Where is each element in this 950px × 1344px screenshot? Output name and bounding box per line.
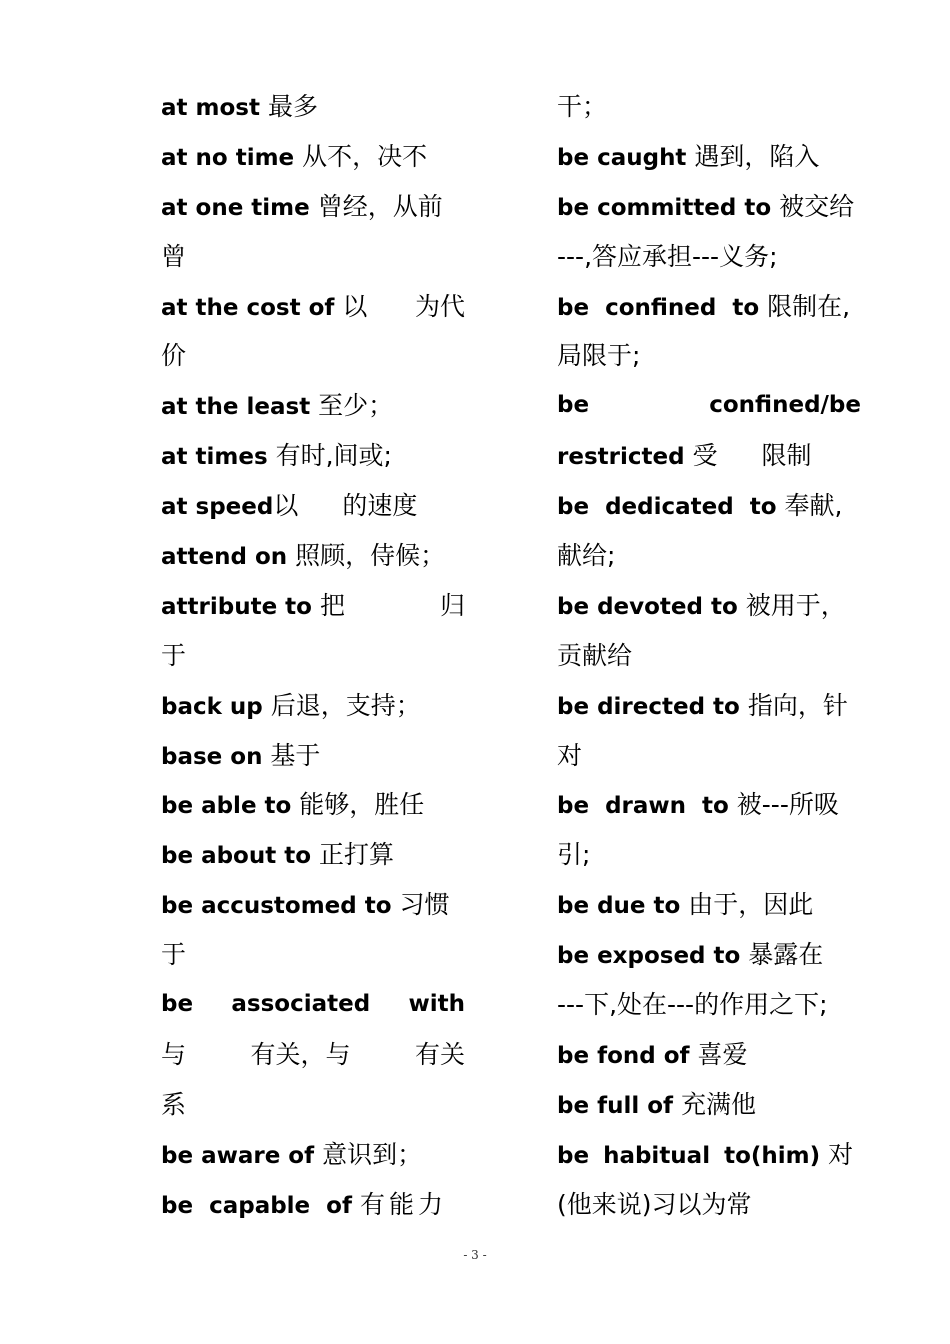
entry-continuation — [557, 331, 861, 381]
phrase-en: attribute to — [161, 593, 312, 620]
entry-line — [161, 531, 465, 581]
entry-line — [161, 431, 465, 481]
entry-line — [161, 381, 465, 431]
phrase-zh: 的速度 — [342, 491, 418, 521]
phrase-zh-cont: 于 — [161, 640, 187, 670]
entry-line — [161, 481, 465, 531]
phrase-en: at speed — [161, 494, 274, 521]
phrase-zh: 最多 — [267, 92, 318, 121]
entry-line — [161, 581, 465, 631]
phrase-zh: 限制 — [761, 441, 812, 471]
phrase-zh: 遇到，陷入 — [694, 141, 820, 171]
entry-line — [557, 282, 861, 332]
entry-line — [557, 880, 861, 930]
phrase-en: be confined to — [557, 294, 760, 321]
phrase-zh: 被交给 — [779, 191, 855, 221]
entry-continuation — [557, 1180, 861, 1230]
phrase-en: be capable of — [161, 1192, 352, 1219]
phrase-en: be caught — [557, 144, 687, 171]
phrase-zh-cont: 引; — [557, 840, 591, 870]
phrase-zh: 从不，决不 — [302, 141, 428, 171]
entry-line — [161, 1130, 465, 1180]
phrase-en: be about to — [161, 843, 312, 870]
entry-line — [557, 1030, 861, 1080]
entry-continuation — [557, 531, 861, 581]
entry-continuation — [161, 232, 465, 282]
entry-line — [161, 132, 465, 182]
entry-continuation — [557, 830, 861, 880]
phrase-zh: 奉献, — [784, 491, 843, 521]
entry-line — [557, 1080, 861, 1130]
phrase-zh-cont: ---下,处在---的作用之下; — [557, 990, 828, 1020]
entry-line — [161, 282, 465, 332]
phrase-zh: 指向，针 — [747, 690, 848, 720]
entry-line — [557, 132, 861, 182]
phrase-zh-cont: 系 — [161, 1089, 187, 1119]
entry-line — [557, 780, 861, 830]
phrase-zh-cont: (他来说)习以为常 — [557, 1189, 752, 1219]
phrase-en: at the cost of — [161, 294, 335, 321]
entry-line — [557, 1130, 861, 1180]
phrase-en: with — [408, 991, 465, 1018]
entry-line — [161, 82, 465, 132]
phrase-en: at most — [161, 95, 260, 121]
entry-continuation — [557, 232, 861, 282]
entry-line — [161, 830, 465, 880]
phrase-en: at no time — [161, 144, 295, 171]
phrase-zh: 照顾，侍候； — [295, 541, 446, 571]
entry-continuation — [161, 631, 465, 681]
phrase-zh: 意识到； — [322, 1139, 423, 1169]
entry-continuation — [557, 82, 861, 132]
phrase-zh: 暴露在 — [748, 940, 824, 970]
entry-line — [161, 1030, 465, 1080]
phrase-zh-cont: 价 — [161, 341, 187, 371]
phrase-zh: 归 — [439, 590, 465, 620]
phrase-zh-cont: 贡献给 — [557, 640, 633, 670]
phrase-en: at one time — [161, 194, 310, 221]
entry-line — [161, 780, 465, 830]
phrase-en: attend on — [161, 544, 288, 571]
phrase-zh: 后退，支持； — [270, 690, 421, 720]
phrase-zh: 以 — [342, 291, 368, 321]
phrase-en: be — [161, 991, 194, 1018]
entry-continuation — [161, 930, 465, 980]
phrase-en: restricted — [557, 444, 685, 471]
phrase-en: be dedicated to — [557, 494, 777, 521]
phrase-zh: 习惯 — [399, 890, 450, 920]
entry-continuation — [161, 1080, 465, 1130]
phrase-zh: 把 — [319, 590, 345, 620]
entry-continuation — [557, 980, 861, 1030]
phrase-zh: 有关，与 — [250, 1039, 351, 1069]
entry-continuation — [557, 631, 861, 681]
phrase-zh: 与 — [161, 1039, 187, 1069]
phrase-zh-cont: ---,答应承担---义务; — [557, 241, 778, 271]
phrase-en: be able to — [161, 793, 292, 820]
phrase-en: be directed to — [557, 693, 740, 720]
entry-line — [161, 731, 465, 781]
phrase-zh: 被用于， — [745, 590, 846, 620]
entry-line — [161, 182, 465, 232]
phrase-en: at the least — [161, 394, 311, 421]
phrase-en: be aware of — [161, 1142, 315, 1169]
phrase-zh: 至少； — [318, 391, 394, 421]
entry-line — [161, 880, 465, 930]
phrase-zh-cont: 局限于; — [557, 341, 641, 371]
phrase-zh: 限制在, — [767, 291, 851, 321]
phrase-en: be full of — [557, 1092, 674, 1119]
entry-line — [557, 481, 861, 531]
entry-line — [557, 681, 861, 731]
phrase-zh-cont: 于 — [161, 940, 187, 970]
phrase-en: be accustomed to — [161, 893, 392, 920]
phrase-en: back up — [161, 693, 263, 720]
phrase-zh: 由于，因此 — [688, 890, 814, 920]
phrase-en: associated — [231, 991, 371, 1018]
phrase-zh: 为代 — [414, 291, 465, 321]
entry-line — [557, 581, 861, 631]
entry-line — [557, 381, 861, 431]
phrase-zh: 能够，胜任 — [299, 790, 425, 820]
phrase-en: be exposed to — [557, 943, 741, 970]
phrase-zh: 充满他 — [681, 1089, 757, 1119]
phrase-zh: 有时,间或; — [275, 441, 392, 471]
entry-line — [161, 681, 465, 731]
phrase-en: be committed to — [557, 194, 772, 221]
entry-line — [557, 431, 861, 481]
phrase-en: confined/be — [709, 392, 861, 419]
phrase-en: be devoted to — [557, 593, 738, 620]
phrase-zh: 对 — [828, 1139, 854, 1169]
phrase-en: be drawn to — [557, 793, 729, 820]
phrase-zh-cont: 曾 — [161, 241, 187, 271]
phrase-en: be — [557, 392, 590, 419]
phrase-zh: 有能力 — [359, 1189, 447, 1219]
phrase-zh: 受 — [692, 441, 718, 471]
entry-line — [161, 1180, 465, 1230]
entry-line — [161, 980, 465, 1030]
phrase-zh: 喜爱 — [697, 1039, 748, 1069]
entry-line — [557, 930, 861, 980]
phrase-en: be fond of — [557, 1042, 690, 1069]
phrase-zh: 以 — [273, 491, 299, 521]
phrase-zh: 基于 — [270, 740, 321, 770]
phrase-zh: 正打算 — [318, 840, 394, 870]
phrase-zh-cont: 对 — [557, 740, 583, 770]
right-column — [557, 82, 861, 1229]
page-number: - 3 - — [463, 1248, 487, 1262]
phrase-en: be due to — [557, 893, 681, 920]
phrase-zh-cont: 干； — [557, 92, 608, 121]
entry-continuation — [161, 331, 465, 381]
phrase-zh: 被---所吸 — [736, 790, 839, 820]
entry-continuation — [557, 731, 861, 781]
phrase-zh: 有关 — [414, 1039, 465, 1069]
phrase-en: base on — [161, 743, 263, 770]
left-column — [161, 82, 465, 1229]
phrase-en: be habitual to(him) — [557, 1142, 821, 1169]
entry-line — [557, 182, 861, 232]
phrase-zh-cont: 献给; — [557, 541, 616, 571]
phrase-en: at times — [161, 444, 268, 471]
phrase-zh: 曾经，从前 — [317, 191, 443, 221]
